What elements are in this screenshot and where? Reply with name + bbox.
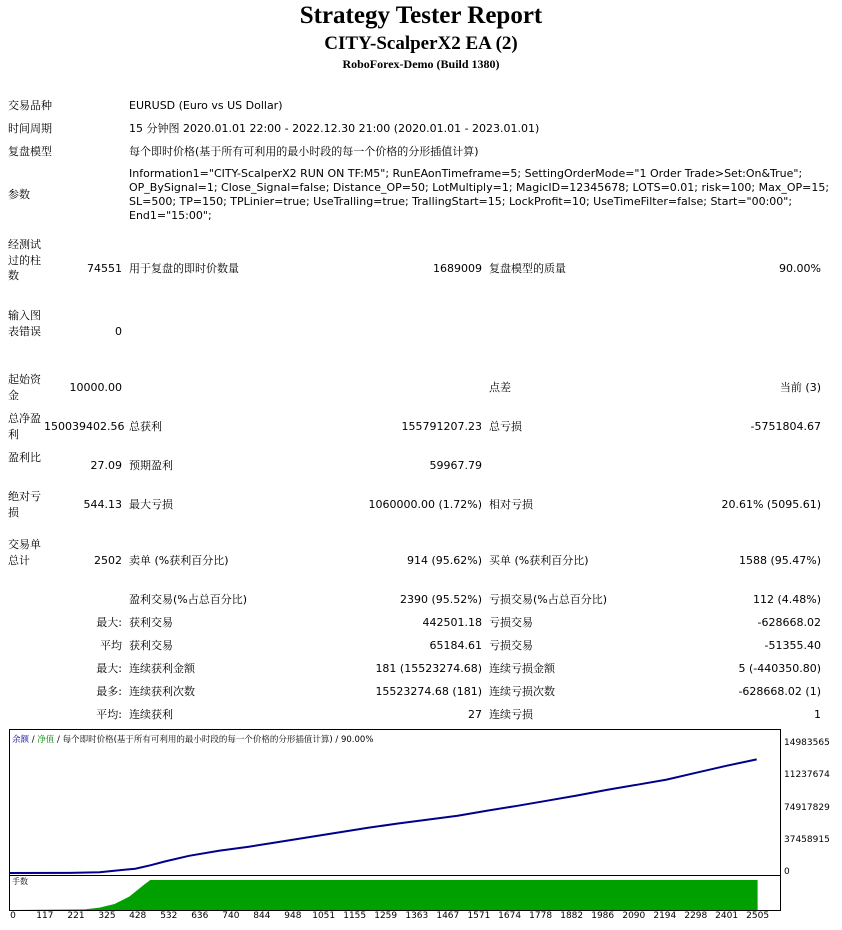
x-tick-label: 532 xyxy=(160,911,178,921)
x-tick-label: 2401 xyxy=(715,911,739,921)
volume-chart-svg xyxy=(10,876,780,910)
x-tick-label: 428 xyxy=(129,911,147,921)
quality-label: 复盘模型的质量 xyxy=(489,262,566,275)
x-tick-label: 1155 xyxy=(343,911,367,921)
total-trades-label: 交易单总计 xyxy=(8,538,41,567)
expected-payoff-value: 59967.79 xyxy=(429,459,482,472)
long-positions-label: 买单 (%获利百分比) xyxy=(489,554,589,567)
x-tick-label: 2298 xyxy=(684,911,708,921)
legend-balance: 余额 xyxy=(12,735,30,745)
average-loss-value: -51355.40 xyxy=(764,639,821,652)
period-label: 时间周期 xyxy=(8,122,52,135)
params-line-3: SL=500; TP=150; TPLinier=true; UseTralling=true; TrallingStart=15; LockProfit=10; UseTimeFilter=false; Start="00:00"; xyxy=(129,195,793,208)
params-line-1: Information1="CITY-ScalperX2 RUN ON TF:M5"; RunEAonTimeframe=5; SettingOrderMode="1 Order Trade>Set:On&True"; xyxy=(129,167,803,180)
consecutive-losses-money-value: 5 (-440350.80) xyxy=(738,662,821,675)
volume-chart xyxy=(9,875,781,911)
x-tick-label: 221 xyxy=(67,911,85,921)
profit-factor-label: 盈利比 xyxy=(8,451,41,464)
y-tick-label: 11237674 xyxy=(784,770,830,781)
average-profit-value: 65184.61 xyxy=(429,639,482,652)
deposit-value: 10000.00 xyxy=(69,381,122,394)
loss-trades-label: 亏损交易(%占总百分比) xyxy=(489,593,608,606)
average-profit-label: 获利交易 xyxy=(129,639,173,652)
volume-area xyxy=(10,880,758,910)
volume-label: 手数 xyxy=(12,877,28,886)
bars-value: 74551 xyxy=(87,262,122,275)
balance-chart-svg xyxy=(10,730,780,875)
avg-consecutive-wins-value: 27 xyxy=(468,708,482,721)
avg-consecutive-wins-label: 连续获利 xyxy=(129,708,173,721)
short-positions-label: 卖单 (%获利百分比) xyxy=(129,554,229,567)
absolute-drawdown-label: 绝对亏损 xyxy=(8,490,41,519)
average-label: 平均 xyxy=(100,639,122,652)
net-profit-value: 150039402.56 xyxy=(44,420,125,433)
legend-equity: 净值 xyxy=(37,735,55,745)
y-tick-label: 37458915 xyxy=(784,834,830,845)
y-tick-label: 74917829 xyxy=(784,802,830,813)
x-tick-label: 636 xyxy=(191,911,209,921)
x-tick-label: 1986 xyxy=(591,911,615,921)
profit-trades-value: 2390 (95.52%) xyxy=(399,593,482,606)
expected-payoff-label: 预期盈利 xyxy=(129,459,173,472)
period-value: 15 分钟图 2020.01.01 22:00 - 2022.12.30 21:00 (2020.01.01 - 2023.01.01) xyxy=(129,122,540,135)
avg-consecutive-losses-label: 连续亏损 xyxy=(489,708,533,721)
errors-value: 0 xyxy=(115,325,122,338)
net-profit-label: 总净盈利 xyxy=(8,412,41,441)
largest-profit-label: 获利交易 xyxy=(129,616,173,629)
x-tick-label: 1363 xyxy=(405,911,429,921)
x-tick-label: 844 xyxy=(253,911,271,921)
y-tick-label: 0 xyxy=(784,867,790,877)
consecutive-loss-value: -628668.02 (1) xyxy=(738,685,821,698)
absolute-drawdown-value: 544.13 xyxy=(83,498,122,511)
report-subtitle: CITY-ScalperX2 EA (2) xyxy=(324,33,518,54)
total-trades-value: 2502 xyxy=(94,554,122,567)
report-build: RoboForex-Demo (Build 1380) xyxy=(342,57,500,71)
average2-label: 平均: xyxy=(96,708,122,721)
consecutive-loss-label: 连续亏损次数 xyxy=(489,685,555,698)
long-positions-value: 1588 (95.47%) xyxy=(738,554,821,567)
profit-factor-value: 27.09 xyxy=(90,459,122,472)
x-tick-label: 2090 xyxy=(622,911,646,921)
x-tick-label: 1259 xyxy=(374,911,398,921)
x-tick-label: 1571 xyxy=(467,911,491,921)
consecutive-wins-money-value: 181 (15523274.68) xyxy=(375,662,482,675)
consecutive-wins-money-label: 连续获利金额 xyxy=(129,662,195,675)
loss-trades-value: 112 (4.48%) xyxy=(752,593,821,606)
most-label: 最多: xyxy=(96,685,122,698)
spread-label: 点差 xyxy=(489,381,511,394)
legend-rest: / 每个即时价格(基于所有可利用的最小时段的每一个价格的分形插值计算) / 90.00% xyxy=(54,735,374,745)
symbol-value: EURUSD (Euro vs US Dollar) xyxy=(129,99,283,112)
x-tick-label: 1051 xyxy=(312,911,336,921)
x-tick-label: 0 xyxy=(10,911,16,921)
model-label: 复盘模型 xyxy=(8,145,52,158)
ticks-label: 用于复盘的即时价数量 xyxy=(129,262,239,275)
params-line-4: End1="15:00"; xyxy=(129,209,212,222)
gross-profit-value: 155791207.23 xyxy=(401,420,482,433)
gross-loss-label: 总亏损 xyxy=(489,420,522,433)
spread-value: 当前 (3) xyxy=(779,381,821,394)
x-tick-label: 1674 xyxy=(498,911,522,921)
consecutive-profit-value: 15523274.68 (181) xyxy=(375,685,482,698)
report-title: Strategy Tester Report xyxy=(299,2,543,29)
balance-chart xyxy=(9,729,781,876)
y-tick-label: 14983565 xyxy=(784,738,830,748)
avg-consecutive-losses-value: 1 xyxy=(814,708,821,721)
x-tick-label: 1467 xyxy=(436,911,460,921)
chart-legend xyxy=(12,733,373,745)
consecutive-profit-label: 连续获利次数 xyxy=(129,685,195,698)
bars-label: 经测试过的柱数 xyxy=(8,238,41,282)
relative-drawdown-label: 相对亏损 xyxy=(489,498,533,511)
params-line-2: OP_BySignal=1; Close_Signal=false; Distance_OP=50; LotMultiply=1; MagicID=12345678; LOTS=0.01; risk=100; Max_OP=15; xyxy=(129,181,830,194)
x-tick-label: 740 xyxy=(222,911,240,921)
gross-profit-label: 总获利 xyxy=(129,420,162,433)
x-tick-label: 2194 xyxy=(653,911,677,921)
largest-profit-value: 442501.18 xyxy=(422,616,482,629)
errors-label: 输入图表错误 xyxy=(8,309,41,338)
consecutive-losses-money-label: 连续亏损金额 xyxy=(489,662,555,675)
ticks-value: 1689009 xyxy=(433,262,482,275)
average-loss-label: 亏损交易 xyxy=(489,639,533,652)
relative-drawdown-value: 20.61% (5095.61) xyxy=(721,498,821,511)
params-label: 参数 xyxy=(8,188,30,201)
profit-trades-label: 盈利交易(%占总百分比) xyxy=(129,593,248,606)
symbol-label: 交易品种 xyxy=(8,99,52,112)
x-tick-label: 948 xyxy=(284,911,302,921)
x-tick-label: 325 xyxy=(98,911,116,921)
x-tick-label: 2505 xyxy=(746,911,770,921)
max-drawdown-label: 最大亏损 xyxy=(129,498,173,511)
quality-value: 90.00% xyxy=(779,262,821,275)
largest-label: 最大: xyxy=(96,616,122,629)
deposit-label: 起始资金 xyxy=(8,373,41,402)
x-tick-label: 1882 xyxy=(560,911,584,921)
short-positions-value: 914 (95.62%) xyxy=(406,554,482,567)
largest-loss-label: 亏损交易 xyxy=(489,616,533,629)
maximum-label: 最大: xyxy=(96,662,122,675)
balance-line xyxy=(10,759,757,873)
model-value: 每个即时价格(基于所有可利用的最小时段的每一个价格的分形插值计算) xyxy=(129,145,479,158)
max-drawdown-value: 1060000.00 (1.72%) xyxy=(368,498,482,511)
legend-sep: / xyxy=(29,735,38,745)
largest-loss-value: -628668.02 xyxy=(757,616,821,629)
x-tick-label: 1778 xyxy=(529,911,553,921)
x-tick-label: 117 xyxy=(36,911,54,921)
gross-loss-value: -5751804.67 xyxy=(750,420,821,433)
